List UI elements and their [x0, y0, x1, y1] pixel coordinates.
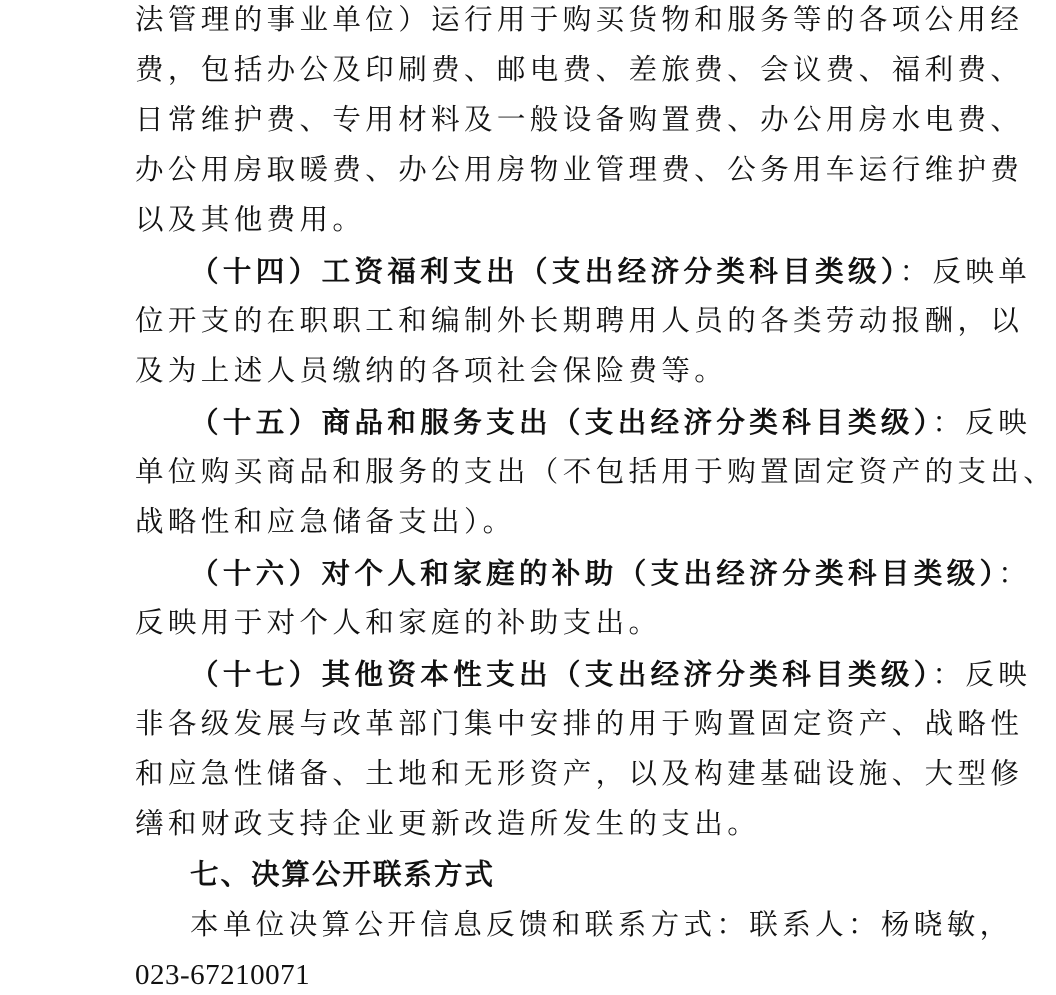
paragraph-line: 战略性和应急储备支出）。 — [135, 505, 516, 538]
paragraph-line: 缮和财政支持企业更新改造所发生的支出。 — [135, 807, 761, 840]
paragraph-line: 非各级发展与改革部门集中安排的用于购置固定资产、战略性 — [135, 707, 1024, 740]
item-17-text: ：反映 — [932, 658, 1032, 691]
item-17-heading: （十七）其他资本性支出（支出经济分类科目类级） — [190, 657, 933, 691]
paragraph-line: 以及其他费用。 — [135, 203, 366, 236]
paragraph-line: 法管理的事业单位）运行用于购买货物和服务等的各项公用经 — [135, 3, 1024, 36]
item-15-first-line — [190, 402, 1031, 442]
item-16-text: ： — [998, 557, 1032, 590]
paragraph-line: 和应急性储备、土地和无形资产，以及构建基础设施、大型修 — [135, 757, 1024, 790]
paragraph-line: 反映用于对个人和家庭的补助支出。 — [135, 606, 662, 639]
item-14-first-line — [190, 251, 1031, 291]
paragraph-line: 费，包括办公及印刷费、邮电费、差旅费、会议费、福利费、 — [135, 53, 1024, 86]
paragraph-line: 及为上述人员缴纳的各项社会保险费等。 — [135, 354, 728, 387]
paragraph-line: 办公用房取暖费、办公用房物业管理费、公务用车运行维护费 — [135, 153, 1024, 186]
item-14-heading: （十四）工资福利支出（支出经济分类科目类级） — [190, 254, 900, 288]
contact-phone: 023-67210071 — [135, 959, 311, 991]
item-17-first-line — [190, 654, 1031, 694]
item-16-heading: （十六）对个人和家庭的补助（支出经济分类科目类级） — [190, 556, 999, 590]
item-15-text: ：反映 — [932, 406, 1032, 439]
section-7-title: 七、决算公开联系方式 — [190, 858, 496, 891]
paragraph-line: 位开支的在职职工和编制外长期聘用人员的各类劳动报酬，以 — [135, 304, 1024, 337]
contact-line: 本单位决算公开信息反馈和联系方式：联系人：杨晓敏， — [190, 908, 1013, 941]
item-14-text: ：反映单 — [899, 255, 1032, 288]
paragraph-line: 单位购买商品和服务的支出（不包括用于购置固定资产的支出、 — [135, 455, 1056, 488]
item-15-heading: （十五）商品和服务支出（支出经济分类科目类级） — [190, 405, 933, 439]
paragraph-line: 日常维护费、专用材料及一般设备购置费、办公用房水电费、 — [135, 103, 1024, 136]
item-16-first-line — [190, 553, 1031, 593]
